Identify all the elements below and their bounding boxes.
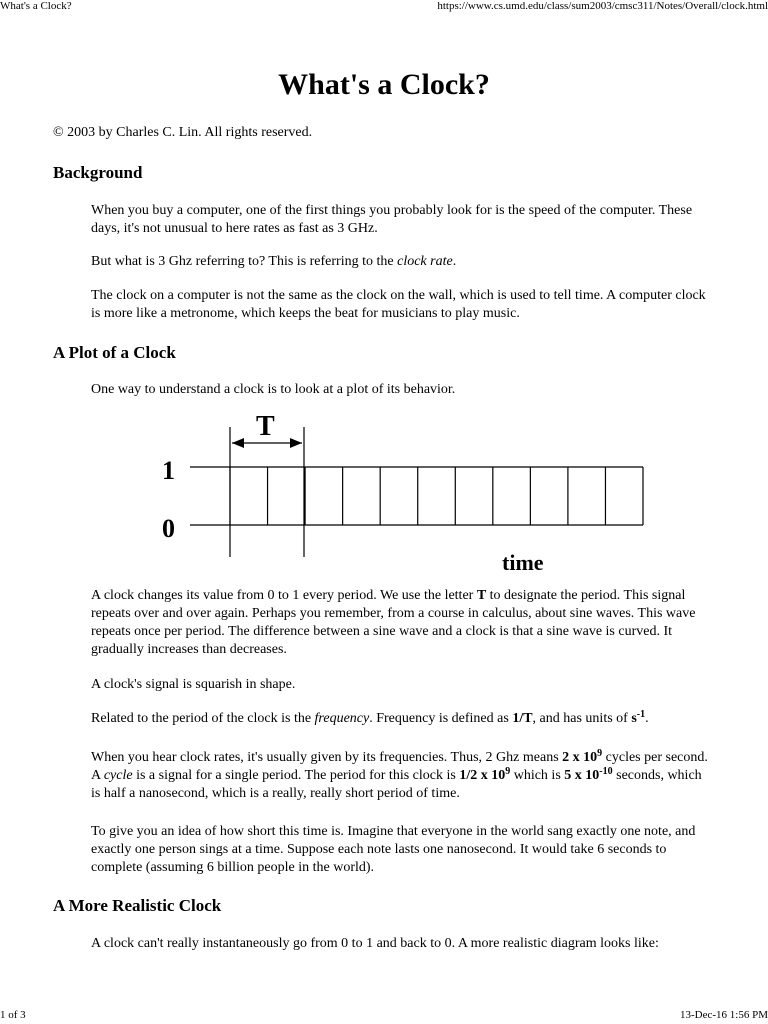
- value-exponent: -10: [599, 766, 613, 777]
- unit-exponent: -1: [636, 709, 646, 720]
- plot-intro-paragraph: One way to understand a clock is to look at a plot of its behavior.: [91, 382, 456, 397]
- period-value: [459, 768, 510, 783]
- period-label-T: T: [256, 415, 275, 442]
- section-heading-background: Background: [53, 163, 143, 182]
- clock-change-paragraph: [91, 587, 713, 659]
- unit-base: s: [631, 711, 637, 726]
- value-base: 2 x 10: [562, 750, 598, 765]
- clock-plot-diagram: [160, 415, 650, 575]
- high-level-label: 1: [162, 456, 175, 485]
- frequency-paragraph: [91, 710, 713, 728]
- value-base: 5 x 10: [564, 768, 600, 783]
- frequency-formula: 1/T: [512, 711, 533, 726]
- text-span: , and has units of: [532, 711, 632, 726]
- time-axis-label: time: [502, 550, 544, 575]
- frequency-term: frequency: [314, 711, 370, 726]
- text-span: Related to the period of the clock is the: [91, 711, 315, 726]
- value-base: 1/2 x 10: [459, 768, 506, 783]
- clock-rates-paragraph: [91, 749, 713, 803]
- text-span: is a signal for a single period. The period for this clock is: [132, 768, 460, 783]
- print-header-title: What's a Clock?: [0, 0, 72, 12]
- clock-waveform: [190, 467, 643, 525]
- page-title: What's a Clock?: [278, 68, 490, 101]
- text-span: . Frequency is defined as: [369, 711, 513, 726]
- print-page-number: 1 of 3: [0, 1009, 26, 1021]
- text-span: cycles per second. A: [91, 750, 708, 783]
- print-date: 13-Dec-16 1:56 PM: [680, 1009, 768, 1021]
- clock-rate-term: clock rate: [397, 254, 453, 269]
- cycles-value: [562, 750, 602, 765]
- value-exponent: 9: [597, 748, 603, 759]
- text-span: .: [452, 254, 457, 269]
- short-time-paragraph: To give you an idea of how short this time is. Imagine that everyone in the world sang exactly one note, and exactly one person sings at a time. Suppose each note lasts one nanosecond. It would take 6 seconds to complete (assuming 6 billion people in the world).: [91, 824, 696, 875]
- seconds-value: [564, 768, 612, 783]
- background-paragraph-3: The clock on a computer is not the same as the clock on the wall, which is used to tell time. A computer clock is more like a metronome, which keeps the beat for musicians to play music.: [91, 288, 706, 321]
- text-span: A clock changes its value from 0 to 1 every period. We use the letter: [91, 588, 477, 603]
- frequency-unit: [631, 711, 645, 726]
- text-span: When you hear clock rates, it's usually given by its frequencies. Thus, 2 Ghz means: [91, 750, 563, 765]
- background-paragraph-2: [91, 253, 713, 271]
- section-heading-realistic: A More Realistic Clock: [53, 896, 222, 915]
- text-span: which is: [510, 768, 565, 783]
- copyright-notice: © 2003 by Charles C. Lin. All rights reserved.: [53, 125, 313, 140]
- background-paragraph-1: When you buy a computer, one of the first things you probably look for is the speed of the computer. These days, it's not unusual to here rates as fast as 3 GHz.: [91, 203, 693, 236]
- text-span: .: [645, 711, 649, 726]
- value-exponent: 9: [505, 766, 511, 777]
- section-heading-plot: A Plot of a Clock: [53, 343, 176, 362]
- square-signal-paragraph: A clock's signal is squarish in shape.: [91, 677, 296, 692]
- print-header-url[interactable]: https://www.cs.umd.edu/class/sum2003/cmsc311/Notes/Overall/clock.html: [437, 0, 768, 12]
- text-span: But what is 3 Ghz referring to? This is referring to the: [91, 254, 398, 269]
- cycle-term: cycle: [103, 768, 133, 783]
- low-level-label: 0: [162, 514, 175, 543]
- text-span: seconds, which is half a nanosecond, which is a really, really short period of time.: [91, 768, 702, 801]
- period-symbol: T: [476, 588, 487, 603]
- text-span: to designate the period. This signal repeats over and over again. Perhaps you remember, from a course in calculus, about sine waves. This wave repeats once per period. The difference between a sine wave and a clock is that a sine wave is curved. It gradually increases than decreases.: [91, 588, 696, 657]
- realistic-clock-paragraph: A clock can't really instantaneously go from 0 to 1 and back to 0. A more realistic diagram looks like:: [91, 936, 659, 951]
